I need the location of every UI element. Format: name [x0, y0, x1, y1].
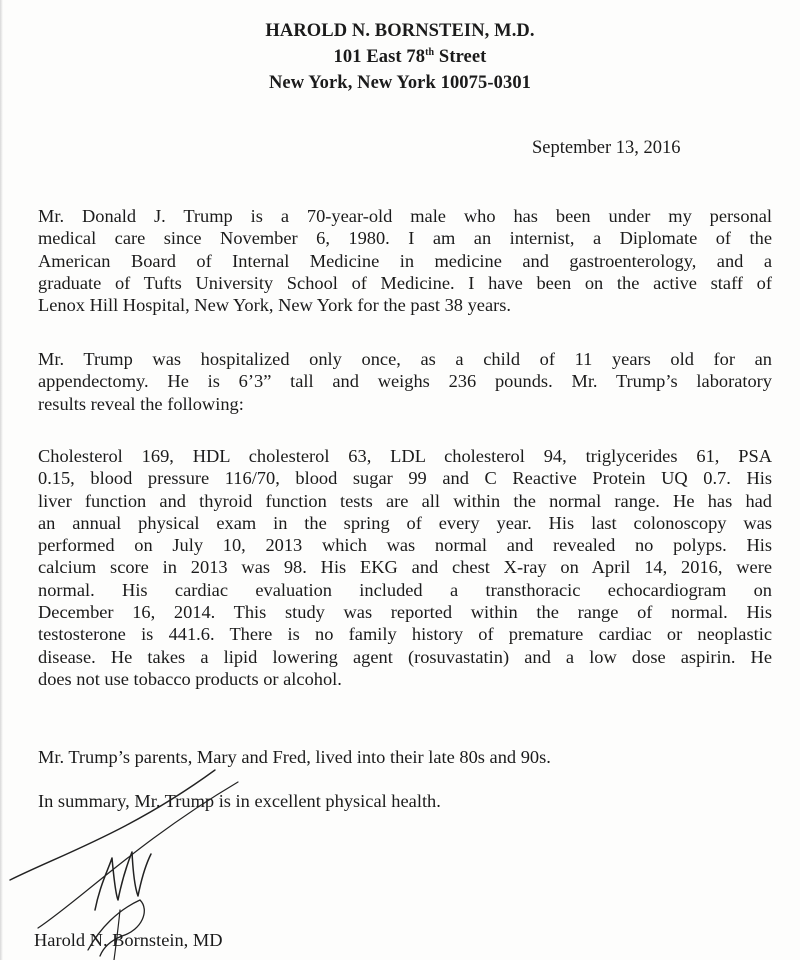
paragraph-line: Mr. Donald J. Trump is a 70-year-old male who has been under my personal [38, 206, 772, 226]
paragraph-line: liver function and thyroid function tests are all within the normal range. He has had [38, 490, 772, 511]
paragraph-line: testosterone is 441.6. There is no family history of premature cardiac or neoplastic [38, 624, 772, 645]
paragraph-line: an annual physical exam in the spring of every year. His last colonoscopy was [38, 512, 772, 533]
paragraph-line: normal. His cardiac evaluation included a transthoracic echocardiogram on [38, 579, 772, 600]
paragraph-line: In summary, Mr. Trump is in excellent physical health. [38, 791, 441, 811]
letter-date: September 13, 2016 [532, 138, 681, 158]
paragraph-line: Lenox Hill Hospital, New York, New York for the past 38 years. [38, 295, 511, 316]
signer-name: Harold N. Bornstein, MD [34, 930, 223, 950]
street-ordinal-suffix: th [425, 46, 435, 58]
paragraph-line: Mr. Trump’s parents, Mary and Fred, lived into their late 80s and 90s. [38, 747, 551, 767]
paragraph-line: American Board of Internal Medicine in medicine and gastroenterology, and a [38, 250, 772, 271]
paragraph-history [38, 348, 772, 415]
paragraph-family-history [38, 746, 772, 768]
paragraph-line: Cholesterol 169, HDL cholesterol 63, LDL cholesterol 94, triglycerides 61, PSA [38, 446, 772, 466]
letterhead-city: New York, New York 10075-0301 [268, 73, 532, 93]
paragraph-line: graduate of Tufts University School of Medicine. I have been on the active staff of [38, 272, 772, 293]
letterhead [0, 18, 800, 96]
paragraph-introduction [38, 205, 772, 316]
paragraph-line: medical care since November 6, 1980. I am an internist, a Diplomate of the [38, 228, 772, 249]
paragraph-line: does not use tobacco products or alcohol. [38, 668, 342, 689]
paragraph-line: disease. He takes a lipid lowering agent (rosuvastatin) and a low dose aspirin. He [38, 646, 772, 667]
paragraph-summary [38, 790, 772, 812]
street-name: Street [434, 47, 487, 67]
letterhead-street [0, 44, 800, 70]
paragraph-line: Mr. Trump was hospitalized only once, as a child of 11 years old for an [38, 349, 772, 369]
paragraph-line: 0.15, blood pressure 116/70, blood sugar 99 and C Reactive Protein UQ 0.7. His [38, 468, 772, 489]
paragraph-line: performed on July 10, 2013 which was normal and revealed no polyps. His [38, 535, 772, 556]
paragraph-line: calcium score in 2013 was 98. His EKG and chest X-ray on April 14, 2016, were [38, 557, 772, 578]
paragraph-lab-results [38, 445, 772, 690]
letterhead-name: HAROLD N. BORNSTEIN, M.D. [265, 21, 535, 41]
paragraph-line: December 16, 2014. This study was reported within the range of normal. His [38, 602, 772, 623]
paragraph-line: results reveal the following: [38, 393, 244, 414]
street-number: 101 East 78 [333, 47, 426, 67]
paragraph-line: appendectomy. He is 6’3” tall and weighs 236 pounds. Mr. Trump’s laboratory [38, 371, 772, 392]
